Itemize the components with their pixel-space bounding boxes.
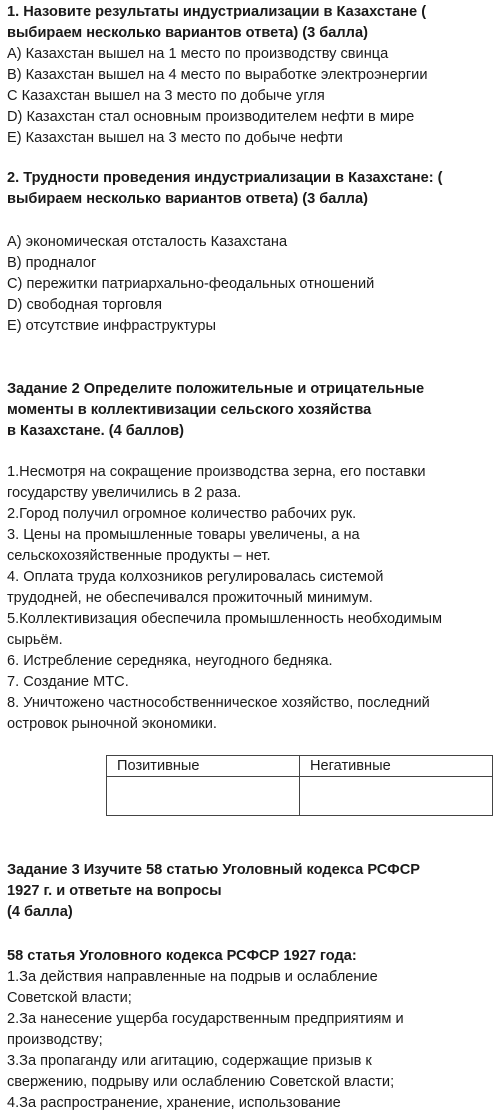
question-2-options: [7, 232, 496, 337]
task-3-title-line: (4 балла): [7, 904, 73, 920]
statement-line: 5.Коллективизация обеспечила промышленность необходимым: [7, 611, 443, 627]
answer-option-d: D) свободная торговля: [7, 297, 162, 313]
answer-option-b: В) Казахстан вышел на 4 место по выработке электроэнергии: [7, 67, 428, 83]
positive-answer-cell[interactable]: [107, 777, 300, 816]
statement-line: трудодней, не обеспечивался прожиточный минимум.: [7, 590, 373, 606]
question-2-title-line: выбираем несколько вариантов ответа) (3 балла): [7, 191, 368, 207]
answer-option-b: В) продналог: [7, 255, 97, 271]
statement-line: островок рыночной экономики.: [7, 716, 217, 732]
statement-line: 8. Уничтожено частнособственническое хозяйство, последний: [7, 695, 430, 711]
task-2-title-line: моменты в коллективизации сельского хозяйства: [7, 402, 372, 418]
question-2-title-line: 2. Трудности проведения индустриализации в Казахстане: (: [7, 170, 443, 186]
answer-option-c: С Казахстан вышел на 3 место по добыче угля: [7, 88, 325, 104]
question-1: [7, 2, 496, 149]
article-line: 3.За пропаганду или агитацию, содержащие призыв к: [7, 1053, 372, 1069]
question-1-title-line: 1. Назовите результаты индустриализации в Казахстане (: [7, 4, 427, 20]
table-header-row: [107, 756, 493, 777]
positive-negative-table: [106, 755, 493, 816]
question-1-title-line: выбираем несколько вариантов ответа) (3 балла): [7, 25, 368, 41]
answer-option-d: D) Казахстан стал основным производителем нефти в мире: [7, 109, 415, 125]
article-line: свержению, подрыву или ослаблению Советской власти;: [7, 1074, 395, 1090]
article-line: Советской власти;: [7, 990, 132, 1006]
answer-option-a: А) Казахстан вышел на 1 место по производству свинца: [7, 46, 389, 62]
statement-line: 2.Город получил огромное количество рабочих рук.: [7, 506, 357, 522]
answer-option-c: С) пережитки патриархально-феодальных отношений: [7, 276, 375, 292]
task-2-statements: [7, 462, 496, 735]
article-line: 4.За распространение, хранение, использование: [7, 1095, 341, 1111]
statement-line: 1.Несмотря на сокращение производства зерна, его поставки: [7, 464, 426, 480]
statement-line: 3. Цены на промышленные товары увеличены, а на: [7, 527, 360, 543]
task-3-title-line: 1927 г. и ответьте на вопросы: [7, 883, 222, 899]
statement-line: 4. Оплата труда колхозников регулировалась системой: [7, 569, 384, 585]
answer-option-e: Е) Казахстан вышел на 3 место по добыче нефти: [7, 130, 343, 146]
task-3-title: [7, 860, 496, 923]
article-line: 1.За действия направленные на подрыв и ослабление: [7, 969, 378, 985]
statement-line: сельскохозяйственные продукты – нет.: [7, 548, 271, 564]
task-2-title-line: Задание 2 Определите положительные и отрицательные: [7, 381, 425, 397]
task-3-title-line: Задание 3 Изучите 58 статью Уголовный кодекса РСФСР: [7, 862, 420, 878]
task-2-title-line: в Казахстане. (4 баллов): [7, 423, 185, 439]
table-row: [107, 777, 493, 816]
statement-line: 6. Истребление середняка, неугодного бедняка.: [7, 653, 333, 669]
statement-line: сырьём.: [7, 632, 63, 648]
table-header-negative: Негативные: [300, 756, 493, 777]
task-3-article: [7, 946, 496, 1114]
answer-option-e: Е) отсутствие инфраструктуры: [7, 318, 216, 334]
negative-answer-cell[interactable]: [300, 777, 493, 816]
question-2: [7, 168, 496, 210]
task-2-title: [7, 379, 496, 442]
table-header-positive: Позитивные: [107, 756, 300, 777]
statement-line: государству увеличились в 2 раза.: [7, 485, 242, 501]
article-line: 2.За нанесение ущерба государственным предприятиям и: [7, 1011, 404, 1027]
statement-line: 7. Создание МТС.: [7, 674, 129, 690]
answer-option-a: А) экономическая отсталость Казахстана: [7, 234, 288, 250]
article-line: производству;: [7, 1032, 103, 1048]
article-subtitle: 58 статья Уголовного кодекса РСФСР 1927 года:: [7, 948, 357, 964]
